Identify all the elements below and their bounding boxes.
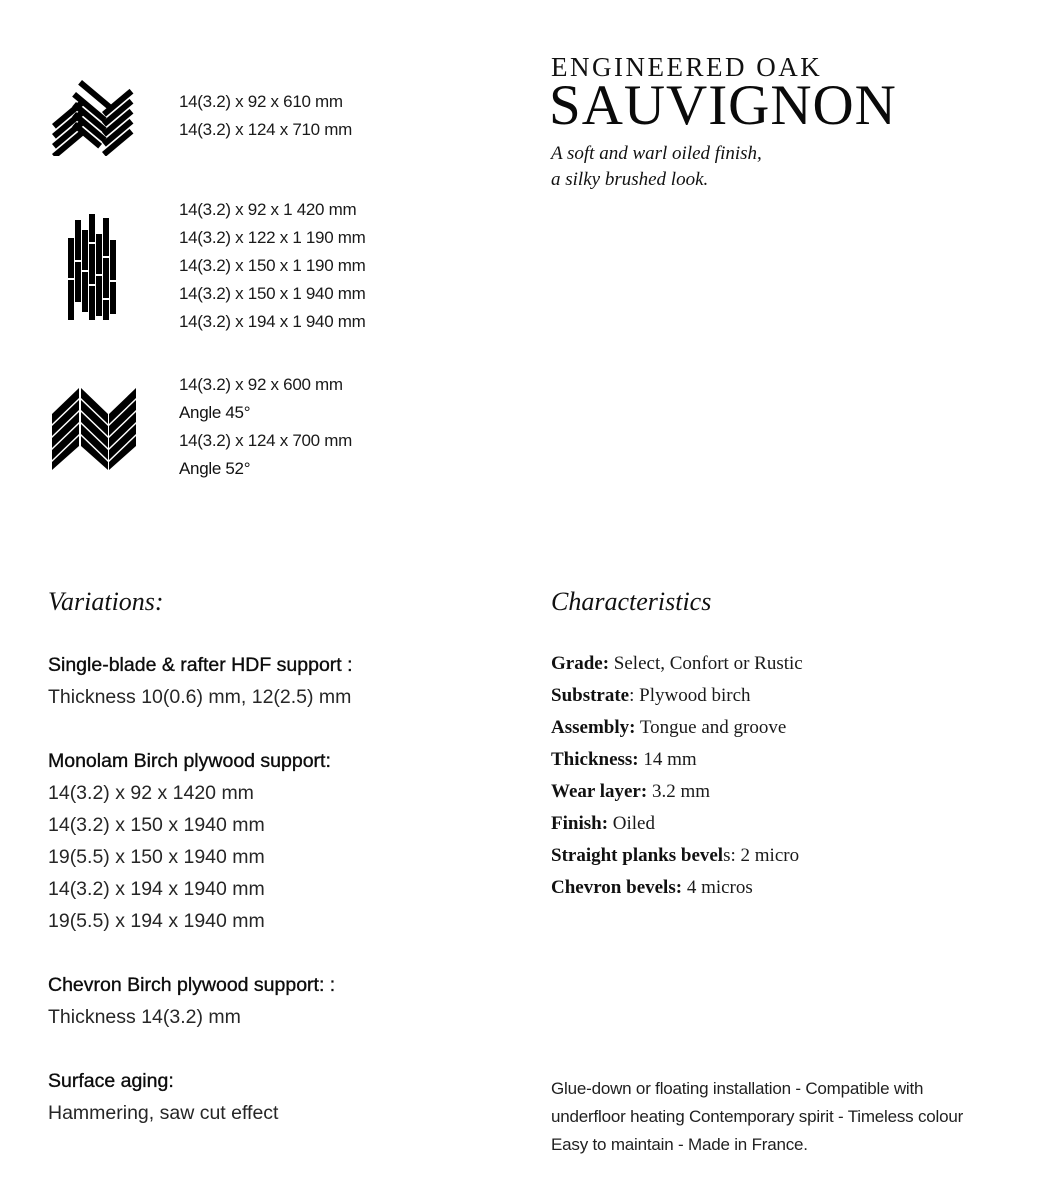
- characteristic-label: Grade:: [551, 653, 610, 674]
- variation-line: 14(3.2) x 150 x 1940 mm: [48, 814, 265, 836]
- characteristic-grade: [551, 648, 803, 680]
- characteristic-value: Oiled: [608, 813, 655, 834]
- tagline-line: A soft and warl oiled finish,: [551, 143, 762, 164]
- angle-line: Angle 52°: [179, 459, 251, 478]
- characteristic-wear-layer: [551, 776, 803, 808]
- characteristic-value: Select, Confort or Rustic: [609, 653, 803, 674]
- dimension-line: 14(3.2) x 150 x 1 940 mm: [179, 284, 366, 303]
- variation-line: 14(3.2) x 194 x 1940 mm: [48, 878, 265, 900]
- characteristic-label: Assembly:: [551, 717, 636, 738]
- dimension-line: 14(3.2) x 124 x 700 mm: [179, 431, 352, 450]
- straight-planks-dimensions: [179, 196, 366, 336]
- herringbone-pattern-icon: [48, 76, 136, 156]
- characteristic-thickness: [551, 744, 803, 776]
- variation-title: Monolam Birch plywood support:: [48, 750, 331, 772]
- herringbone-dimensions: [179, 88, 352, 144]
- variation-title: Single-blade & rafter HDF support :: [48, 654, 353, 676]
- characteristic-label: Chevron bevels:: [551, 877, 683, 898]
- variation-line: Thickness 10(0.6) mm, 12(2.5) mm: [48, 686, 352, 708]
- characteristic-label: Thickness:: [551, 749, 639, 770]
- characteristic-value: Tongue and groove: [635, 717, 787, 738]
- variation-title: Surface aging:: [48, 1070, 174, 1092]
- variation-line: 19(5.5) x 194 x 1940 mm: [48, 910, 265, 932]
- product-category: ENGINEERED OAK: [551, 52, 823, 82]
- characteristic-label: Finish:: [551, 813, 609, 834]
- dimension-line: 14(3.2) x 194 x 1 940 mm: [179, 312, 366, 331]
- characteristic-substrate: [551, 680, 803, 712]
- characteristic-value: 4 micros: [682, 877, 753, 898]
- variation-group: [48, 969, 335, 1033]
- characteristics-heading: Characteristics: [551, 587, 712, 616]
- characteristics-list: [551, 648, 803, 904]
- characteristic-label: Wear layer:: [551, 781, 648, 802]
- characteristic-chevron-bevels: [551, 872, 803, 904]
- product-features-note: Glue-down or floating installation - Compatible with underfloor heating Contemporary spirit - Timeless colour Easy to maintain - Made in France.: [551, 1079, 964, 1154]
- straight-planks-pattern-icon: [66, 212, 120, 322]
- characteristic-value: 14 mm: [638, 749, 697, 770]
- characteristic-value: 3.2 mm: [647, 781, 711, 802]
- variation-line: 19(5.5) x 150 x 1940 mm: [48, 846, 265, 868]
- characteristic-label: Substrate: [551, 685, 630, 706]
- characteristic-finish: [551, 808, 803, 840]
- angle-line: Angle 45°: [179, 403, 251, 422]
- variation-line: 14(3.2) x 92 x 1420 mm: [48, 782, 254, 804]
- product-tagline: [551, 141, 762, 193]
- characteristic-value: : Plywood birch: [629, 685, 751, 706]
- variation-line: Hammering, saw cut effect: [48, 1102, 279, 1124]
- characteristic-value: s: 2 micro: [723, 845, 800, 866]
- tagline-line: a silky brushed look.: [551, 169, 709, 190]
- variation-group: [48, 649, 353, 713]
- characteristic-assembly: [551, 712, 803, 744]
- dimension-line: 14(3.2) x 122 x 1 190 mm: [179, 228, 366, 247]
- variations-heading: Variations:: [48, 587, 164, 616]
- product-title: SAUVIGNON: [549, 74, 897, 137]
- chevron-pattern-icon: [52, 388, 136, 470]
- variation-title: Chevron Birch plywood support: :: [48, 974, 336, 996]
- characteristic-label: Straight planks bevel: [551, 845, 724, 866]
- variation-group: [48, 745, 331, 937]
- dimension-line: 14(3.2) x 92 x 610 mm: [179, 92, 343, 111]
- dimension-line: 14(3.2) x 124 x 710 mm: [179, 120, 352, 139]
- dimension-line: 14(3.2) x 92 x 1 420 mm: [179, 200, 357, 219]
- characteristic-straight-bevels: [551, 840, 803, 872]
- variation-line: Thickness 14(3.2) mm: [48, 1006, 241, 1028]
- dimension-line: 14(3.2) x 150 x 1 190 mm: [179, 256, 366, 275]
- dimension-line: 14(3.2) x 92 x 600 mm: [179, 375, 343, 394]
- variation-group: [48, 1065, 278, 1129]
- chevron-dimensions: [179, 371, 352, 483]
